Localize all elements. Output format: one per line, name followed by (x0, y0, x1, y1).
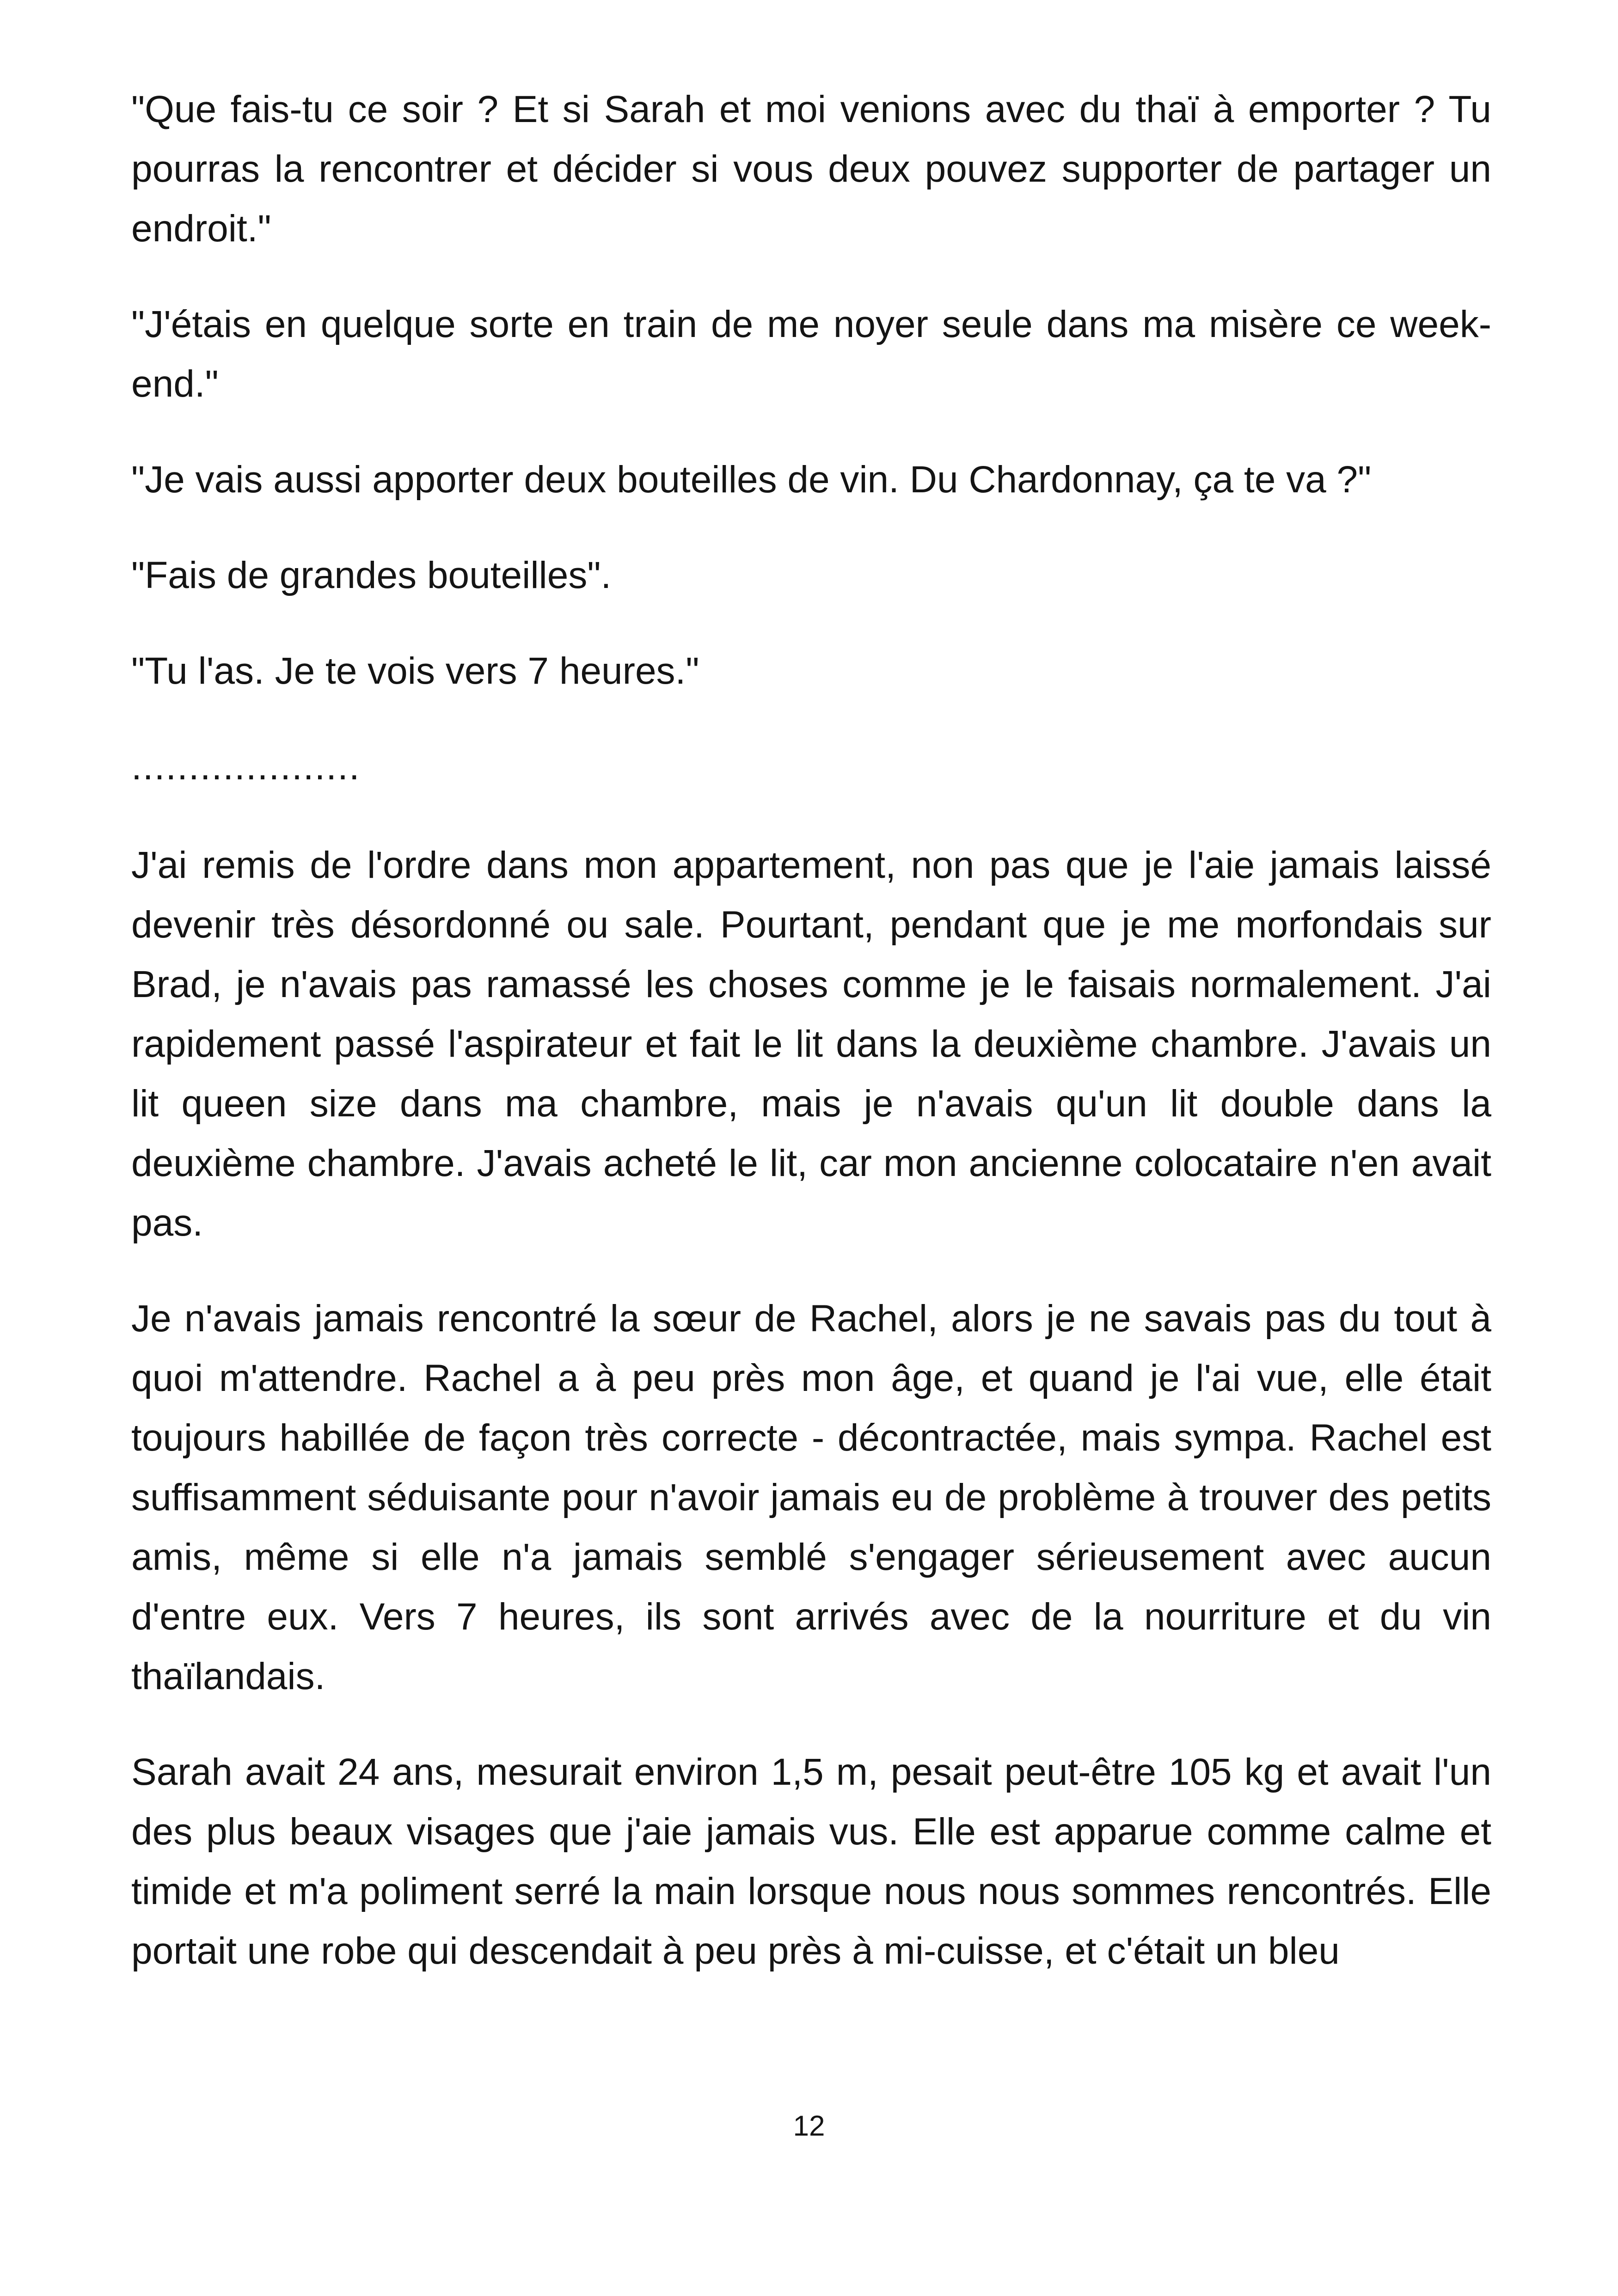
dialogue-paragraph: "J'étais en quelque sorte en train de me noyer seule dans ma misère ce week-end." (131, 303, 1491, 405)
narrative-paragraph: Sarah avait 24 ans, mesurait environ 1,5 m, pesait peut-être 105 kg et avait l'un des plus beaux visages que j'aie jamais vus. Elle est apparue comme calme et timide et m'a poliment serré la main lorsque nous nous sommes rencontrés. Elle portait une robe qui descendait à peu près à mi-cuisse, et c'était un bleu (131, 1751, 1491, 1972)
page-number: 12 (793, 2110, 825, 2142)
dialogue-paragraph: "Que fais-tu ce soir ? Et si Sarah et moi venions avec du thaï à emporter ? Tu pourras la rencontrer et décider si vous deux pouvez supporter de partager un endroit." (131, 88, 1491, 250)
narrative-paragraph: J'ai remis de l'ordre dans mon appartement, non pas que je l'aie jamais laissé devenir très désordonné ou sale. Pourtant, pendant que je me morfondais sur Brad, je n'avais pas ramassé les choses comme je le faisais normalement. J'ai rapidement passé l'aspirateur et fait le lit dans la deuxième chambre. J'avais un lit queen size dans ma chambre, mais je n'avais qu'un lit double dans la deuxième chambre. J'avais acheté le lit, car mon ancienne colocataire n'en avait pas. (131, 844, 1491, 1244)
dialogue-paragraph: "Je vais aussi apporter deux bouteilles de vin. Du Chardonnay, ça te va ?" (131, 459, 1372, 501)
narrative-paragraph: Je n'avais jamais rencontré la sœur de Rachel, alors je ne savais pas du tout à quoi m'attendre. Rachel a à peu près mon âge, et quand je l'ai vue, elle était toujours habillée de façon très correcte - décontractée, mais sympa. Rachel est suffisamment séduisante pour n'avoir jamais eu de problème à trouver des petits amis, même si elle n'a jamais semblé s'engager sérieusement avec aucun d'entre eux. Vers 7 heures, ils sont arrivés avec de la nourriture et du vin thaïlandais. (131, 1298, 1491, 1697)
dialogue-paragraph: "Fais de grandes bouteilles". (131, 554, 612, 596)
scene-separator: .................... (131, 746, 361, 788)
body-text (131, 80, 1491, 2017)
dialogue-paragraph: "Tu l'as. Je te vois vers 7 heures." (131, 650, 699, 692)
